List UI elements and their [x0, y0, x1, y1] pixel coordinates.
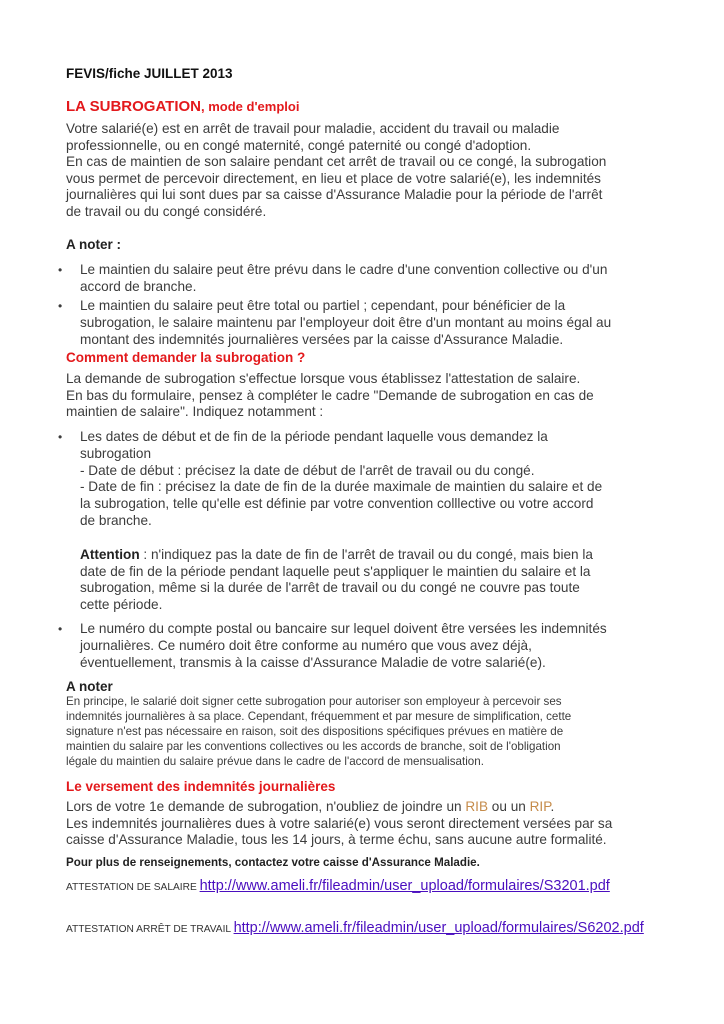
- list-item-line: date de fin de la période pendant laquelle peut s'appliquer le maintien du salaire et la: [80, 563, 591, 579]
- list-item-line: montant des indemnités journalières versées par la caisse d'Assurance Maladie.: [80, 331, 564, 347]
- title-main: LA SUBROGATION: [66, 98, 201, 115]
- list-item-line: Le numéro du compte postal ou bancaire sur lequel doivent être versées les indemnités: [80, 621, 607, 636]
- title-sub: , mode d'emploi: [201, 99, 300, 114]
- paragraph-line: La demande de subrogation s'effectue lorsque vous établissez l'attestation de salaire.: [66, 371, 581, 386]
- note-line: indemnités journalières à sa place. Cependant, fréquemment et par mesure de simplification, cette: [66, 710, 572, 723]
- list-item: [58, 429, 680, 614]
- note-heading: A noter :: [66, 237, 121, 252]
- attestation-salaire-link[interactable]: http://www.ameli.fr/fileadmin/user_upload/formulaires/S3201.pdf: [199, 878, 610, 894]
- note-paragraph: [66, 694, 666, 769]
- attestation-label: ATTESTATION DE SALAIRE: [66, 882, 200, 893]
- rip-text: RIP: [529, 799, 551, 814]
- list-item-line: Le maintien du salaire peut être total ou partiel ; cependant, pour bénéficier de la: [80, 298, 566, 313]
- list-item-line: éventuellement, transmis à la caisse d'Assurance Maladie de votre salarié(e).: [80, 654, 546, 670]
- attention-text: : n'indiquez pas la date de fin de l'arrêt de travail ou du congé, mais bien la: [139, 546, 593, 562]
- paragraph-line: En bas du formulaire, pensez à compléter le cadre "Demande de subrogation en cas de: [66, 387, 594, 403]
- list-item-line: - Date de fin : précisez la date de fin de la durée maximale de maintien du salaire et de: [80, 479, 603, 495]
- list-item-line: Les dates de début et de fin de la période pendant laquelle vous demandez la: [80, 429, 548, 444]
- note-line: maintien du salaire par les conventions collectives ou les accords de branche, soit de l'obligation: [66, 740, 561, 753]
- note-line: En principe, le salarié doit signer cette subrogation pour autoriser son employeur à percevoir ses: [66, 695, 562, 708]
- intro-line: En cas de maintien de son salaire pendant cet arrêt de travail ou ce congé, la subrogation: [66, 154, 607, 169]
- note-line: signature n'est pas nécessaire en raison, soit des dispositions spécifiques prévues en matière de: [66, 725, 564, 738]
- list-item-line: de branche.: [80, 512, 152, 528]
- list-item-line: la subrogation, telle qu'elle est définie par votre convention colllective ou votre accord: [80, 496, 594, 512]
- paragraph-line: Lors de votre 1e demande de subrogation, n'oubliez de joindre un RIB ou un RIP.: [66, 799, 555, 814]
- note-line: légale du maintien du salaire prévue dans le cadre de l'accord de mensualisation.: [66, 755, 484, 768]
- list-item-line: subrogation, le salaire maintenu par l'employeur doit être d'un montant au moins égal au: [80, 314, 612, 330]
- list-item-line: subrogation, même si la durée de l'arrêt de travail ou du congé ne couvre pas toute: [80, 580, 580, 596]
- list-item: [58, 262, 680, 296]
- list-item-line: journalières. Ce numéro doit être conforme au numéro que vous avez déjà,: [80, 637, 532, 653]
- section3-paragraph: [66, 799, 666, 849]
- intro-line: professionnelle, ou en congé maternité, congé paternité ou congé d'adoption.: [66, 137, 532, 153]
- attestation-arret-link[interactable]: http://www.ameli.fr/fileadmin/user_upload/formulaires/S6202.pdf: [233, 920, 644, 936]
- list-item: [58, 621, 680, 671]
- bullet-icon: •: [58, 263, 63, 277]
- list-item: [58, 298, 680, 348]
- intro-line: Votre salarié(e) est en arrêt de travail pour maladie, accident du travail ou maladie: [66, 121, 560, 136]
- section2-paragraph: [66, 371, 666, 421]
- note-heading: A noter: [66, 679, 113, 694]
- list-item-line: accord de branche.: [80, 278, 197, 294]
- bullet-icon: •: [58, 299, 63, 313]
- list-item-line: cette période.: [80, 597, 163, 613]
- more-info: Pour plus de renseignements, contactez votre caisse d'Assurance Maladie.: [66, 856, 480, 869]
- list-item-line: - Date de début : précisez la date de début de l'arrêt de travail ou du congé.: [80, 462, 535, 478]
- list-item-line: Le maintien du salaire peut être prévu dans le cadre d'une convention collective ou d'un: [80, 262, 608, 277]
- intro-paragraph: [66, 121, 666, 220]
- attestation-arret: [66, 919, 644, 937]
- section-heading: Comment demander la subrogation ?: [66, 350, 306, 365]
- section-heading: Le versement des indemnités journalières: [66, 779, 336, 794]
- paragraph-line: maintien de salaire". Indiquez notamment :: [66, 404, 324, 419]
- intro-line: journalières qui lui sont dues par sa caisse d'Assurance Maladie pour la période de l'arrêt: [66, 187, 603, 202]
- bullet-icon: •: [58, 430, 63, 444]
- paragraph-line: caisse d'Assurance Maladie, tous les 14 jours, à terme échu, sans aucune autre formalité.: [66, 832, 607, 847]
- attention-label: Attention: [80, 546, 140, 562]
- attestation-salaire: [66, 877, 610, 895]
- bullet-icon: •: [58, 622, 63, 636]
- page-title: [66, 98, 299, 115]
- paragraph-line: Les indemnités journalières dues à votre salarié(e) vous seront directement versées par sa: [66, 815, 613, 831]
- intro-line: vous permet de percevoir directement, en lieu et place de votre salarié(e), les indemnités: [66, 170, 601, 186]
- intro-line: de travail ou du congé considéré.: [66, 203, 267, 219]
- attention-line: [80, 547, 680, 564]
- attestation-label: ATTESTATION ARRÊT DE TRAVAIL: [66, 924, 234, 935]
- document-header: FEVIS/fiche JUILLET 2013: [66, 66, 233, 81]
- rib-text: RIB: [465, 799, 489, 814]
- list-item-line: subrogation: [80, 445, 152, 461]
